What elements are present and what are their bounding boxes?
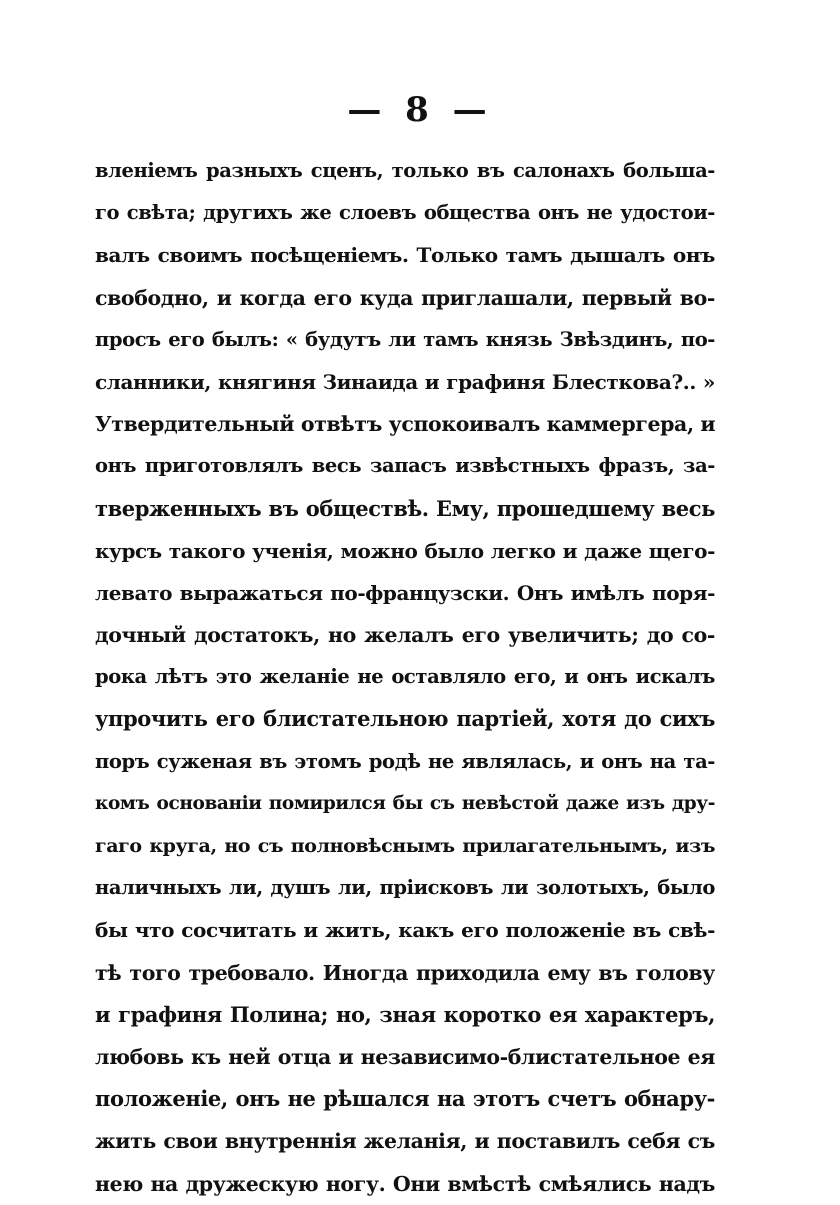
text-line: просъ его былъ: « будутъ ли тамъ князь Звѣздинъ, по- bbox=[95, 327, 715, 351]
text-line: жить свои внутреннія желанія, и поставилъ себя съ bbox=[95, 1129, 715, 1154]
text-line: комъ основаніи помирился бы съ невѣстой даже изъ дру- bbox=[95, 792, 715, 814]
text-line: левато выражаться по-французски. Онъ имѣлъ поря- bbox=[95, 580, 715, 605]
text-line: тѣ того требовало. Иногда приходила ему въ голову bbox=[95, 960, 715, 985]
text-line: и графиня Полина; но, зная коротко ея характеръ, bbox=[95, 1001, 715, 1027]
text-line: наличныхъ ли, душъ ли, пріисковъ ли золотыхъ, было bbox=[95, 876, 715, 900]
text-line: тверженныхъ въ обществѣ. Ему, прошедшему весь bbox=[95, 495, 715, 521]
text-line: положеніе, онъ не рѣшался на этотъ счетъ обнару- bbox=[95, 1086, 715, 1112]
text-line: курсъ такого ученія, можно было легко и даже щего- bbox=[95, 538, 715, 563]
text-line: валъ своимъ посѣщеніемъ. Только тамъ дышалъ онъ bbox=[95, 243, 715, 268]
text-line: вленіемъ разныхъ сценъ, только въ салонахъ большa- bbox=[95, 159, 715, 182]
text-line: го свѣта; другихъ же слоевъ общества онъ не удостои- bbox=[95, 201, 715, 225]
text-line: онъ приготовлялъ весь запасъ извѣстныхъ фразъ, за- bbox=[95, 454, 715, 478]
text-line: сланники, княгиня Зинаида и графиня Блесткова?.. » bbox=[95, 369, 715, 394]
text-line: нею на дружескую ногу. Они вмѣстѣ смѣялись надъ bbox=[95, 1171, 715, 1196]
text-line: любовь къ ней отца и независимо-блистательное ея bbox=[95, 1044, 715, 1069]
text-line: упрочить его блистательною партіей, хотя до сихъ bbox=[95, 706, 715, 732]
text-line: свободно, и когда его куда приглашали, первый во- bbox=[95, 285, 715, 310]
text-line: дочный достатокъ, но желалъ его увеличить; до со- bbox=[95, 623, 715, 648]
text-line: гаго круга, но съ полновѣснымъ прилагательнымъ, изъ bbox=[95, 835, 715, 857]
page-number: — 8 — bbox=[347, 90, 493, 130]
text-line: поръ суженая въ этомъ родѣ не являлась, и онъ на та- bbox=[95, 749, 715, 773]
text-line: Утвердительный отвѣтъ успокоивалъ каммергера, и bbox=[95, 412, 715, 437]
body-text bbox=[95, 150, 715, 1205]
text-line: бы что сосчитать и жить, какъ его положеніе въ свѣ- bbox=[95, 918, 715, 943]
text-line: рока лѣтъ это желаніе не оставляло его, и онъ искалъ bbox=[95, 665, 715, 689]
